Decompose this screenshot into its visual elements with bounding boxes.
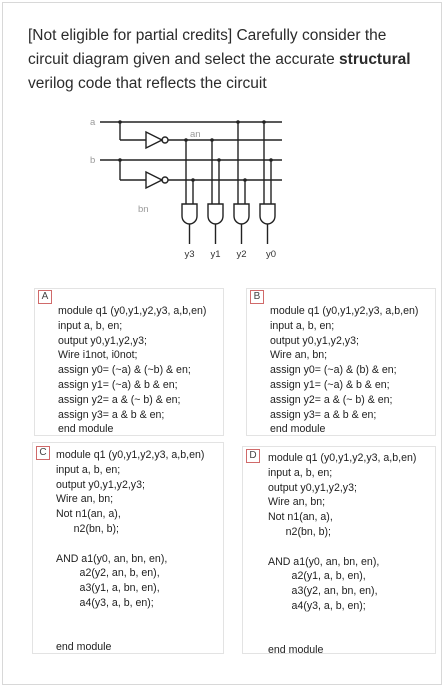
wire-an-label: an bbox=[190, 129, 201, 140]
option-b-letter[interactable]: B bbox=[250, 290, 264, 304]
question-bold: structural bbox=[339, 51, 411, 68]
wire-bn-label: bn bbox=[138, 204, 149, 215]
output-label-4: y0 bbox=[265, 249, 277, 260]
output-label-3: y2 bbox=[236, 249, 247, 260]
output-label-2: y1 bbox=[210, 249, 221, 260]
circuit-diagram bbox=[86, 112, 306, 262]
option-c-code: module q1 (y0,y1,y2,y3, a,b,en) input a, b, en; output y0,y1,y2,y3; Wire an, bn; Not n1(an, a), n2(bn, b); AND a1(y0, an, bn, en), a2(y2, an, b, en), a3(y1, a, bn, en), a4(y3, a, b, en); end module bbox=[56, 449, 205, 654]
option-d-letter[interactable]: D bbox=[246, 449, 260, 463]
input-a-label: a bbox=[90, 117, 96, 128]
option-a-letter[interactable]: A bbox=[38, 290, 52, 304]
option-c-letter[interactable]: C bbox=[36, 446, 50, 460]
question-suffix: verilog code that reflects the circuit bbox=[28, 75, 267, 92]
input-b-label: b bbox=[90, 155, 96, 166]
output-label-1: y3 bbox=[184, 249, 195, 260]
option-d-code: module q1 (y0,y1,y2,y3, a,b,en) input a, b, en; output y0,y1,y2,y3; Wire an, bn; Not n1(an, a), n2(bn, b); AND a1(y0, an, bn, en), a2(y1, a, b, en), a3(y2, an, bn, en), a4(y3, a, b, en); end module bbox=[268, 452, 417, 657]
question-prefix: [Not eligible for partial credits] Carefully consider the circuit diagram given and select the accurate bbox=[28, 27, 387, 68]
question-text bbox=[28, 24, 423, 96]
option-a-code: module q1 (y0,y1,y2,y3, a,b,en) input a, b, en; output y0,y1,y2,y3; Wire i1not, i0not; assign y0= (~a) & (~b) & en; assign y1= (~a) & b & en; assign y2= a & (~ b) & en; assign y3= a & b & en; end module bbox=[58, 305, 207, 436]
option-b-code: module q1 (y0,y1,y2,y3, a,b,en) input a, b, en; output y0,y1,y2,y3; Wire an, bn; assign y0= (~a) & (b) & en; assign y1= (~a) & b & en; assign y2= a & (~ b) & en; assign y3= a & b & en; end module bbox=[270, 305, 419, 436]
